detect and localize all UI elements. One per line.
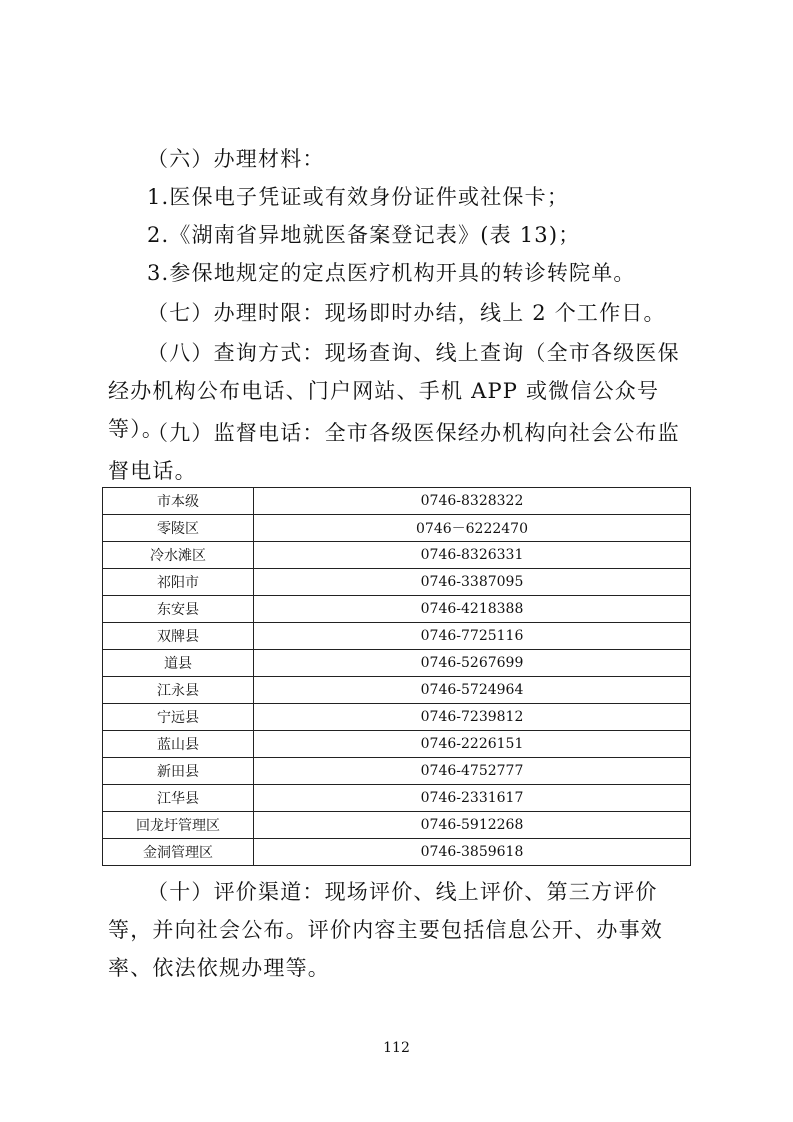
area-name-cell: 祁阳市	[103, 569, 254, 596]
section-7-time-limit: （七）办理时限：现场即时办结，线上 2 个工作日。	[147, 301, 666, 325]
table-row	[103, 488, 691, 515]
phone-number-cell: 0746-3387095	[254, 569, 691, 596]
page-number: 112	[383, 1040, 410, 1056]
phone-number-cell: 0746-2226151	[254, 731, 691, 758]
area-name-cell: 江华县	[103, 785, 254, 812]
phone-number-cell: 0746－6222470	[254, 515, 691, 542]
table-row	[103, 542, 691, 569]
area-name-cell: 蓝山县	[103, 731, 254, 758]
area-name-cell: 冷水滩区	[103, 542, 254, 569]
table-row	[103, 623, 691, 650]
phone-table-body	[103, 488, 691, 866]
area-name-cell: 双牌县	[103, 623, 254, 650]
table-row	[103, 758, 691, 785]
area-name-cell: 东安县	[103, 596, 254, 623]
section-8-query-methods: （八）查询方式：现场查询、线上查询（全市各级医保经办机构公布电话、门户网站、手机 APP 或微信公众号等）。	[108, 341, 680, 441]
phone-number-cell: 0746-8326331	[254, 542, 691, 569]
section-6-heading: （六）办理材料：	[147, 147, 325, 171]
phone-number-cell: 0746-7725116	[254, 623, 691, 650]
table-row	[103, 596, 691, 623]
material-item-2: 2.《湖南省异地就医备案登记表》(表 13)；	[147, 223, 581, 247]
area-name-cell: 零陵区	[103, 515, 254, 542]
material-item-1: 1.医保电子凭证或有效身份证件或社保卡；	[147, 185, 570, 209]
table-row	[103, 569, 691, 596]
phone-number-cell: 0746-5267699	[254, 650, 691, 677]
table-row	[103, 839, 691, 866]
section-10-evaluation-channels: （十）评价渠道：现场评价、线上评价、第三方评价等，并向社会公布。评价内容主要包括信息公开、办事效率、依法依规办理等。	[108, 880, 663, 980]
table-row	[103, 812, 691, 839]
area-name-cell: 金洞管理区	[103, 839, 254, 866]
phone-number-cell: 0746-7239812	[254, 704, 691, 731]
phone-number-cell: 0746-8328322	[254, 488, 691, 515]
phone-number-cell: 0746-4752777	[254, 758, 691, 785]
area-name-cell: 市本级	[103, 488, 254, 515]
table-row	[103, 731, 691, 758]
table-row	[103, 515, 691, 542]
table-row	[103, 785, 691, 812]
area-name-cell: 宁远县	[103, 704, 254, 731]
area-name-cell: 回龙圩管理区	[103, 812, 254, 839]
material-item-3: 3.参保地规定的定点医疗机构开具的转诊转院单。	[147, 261, 636, 285]
supervision-phone-table	[102, 487, 691, 866]
table-row	[103, 677, 691, 704]
phone-number-cell: 0746-5912268	[254, 812, 691, 839]
table-row	[103, 650, 691, 677]
phone-number-cell: 0746-5724964	[254, 677, 691, 704]
table-row	[103, 704, 691, 731]
area-name-cell: 江永县	[103, 677, 254, 704]
section-9-supervision-phone: （九）监督电话：全市各级医保经办机构向社会公布监督电话。	[108, 421, 680, 483]
area-name-cell: 道县	[103, 650, 254, 677]
area-name-cell: 新田县	[103, 758, 254, 785]
phone-number-cell: 0746-3859618	[254, 839, 691, 866]
phone-number-cell: 0746-2331617	[254, 785, 691, 812]
phone-number-cell: 0746-4218388	[254, 596, 691, 623]
